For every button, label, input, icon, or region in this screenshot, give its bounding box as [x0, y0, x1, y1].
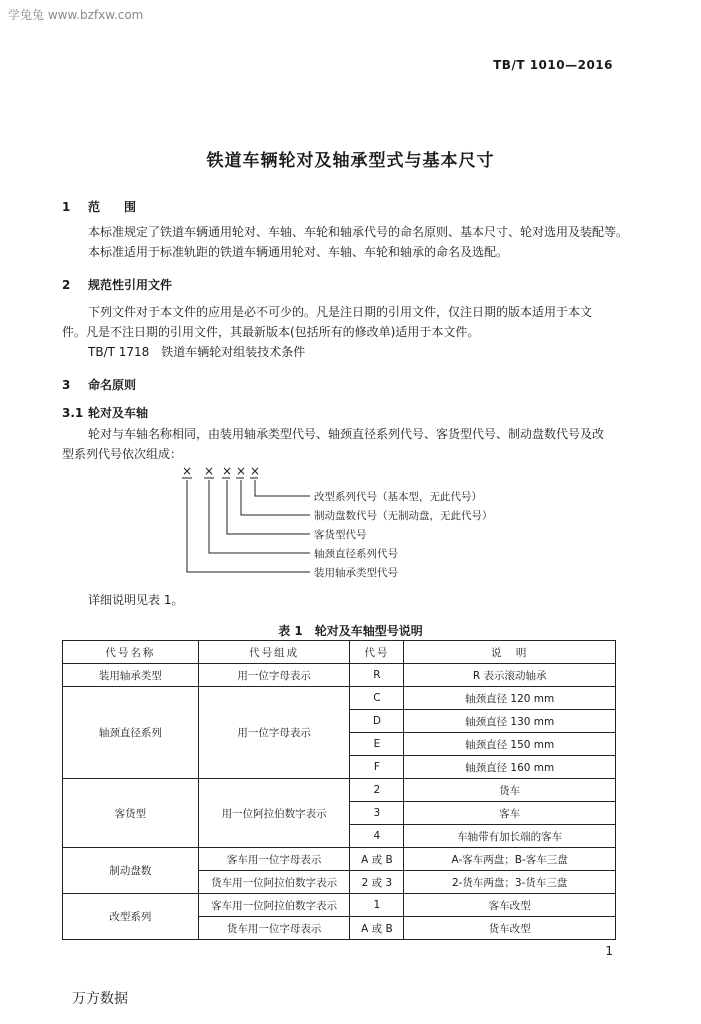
code-name-cell: 制动盘数: [63, 848, 199, 894]
table-row: [63, 894, 616, 917]
code-cell: A 或 B: [350, 917, 404, 940]
section-number: 2: [62, 278, 71, 292]
section-1-heading: [62, 198, 136, 215]
section-2-heading: [62, 276, 172, 293]
section-number: 3: [62, 378, 71, 392]
table-caption: 表 1 轮对及车轴型号说明: [278, 624, 423, 638]
document-title: 铁道车辆轮对及轴承型式与基本尺寸: [206, 151, 495, 171]
section-number: 3.1: [62, 406, 84, 420]
desc-cell: R 表示滚动轴承: [404, 664, 616, 687]
section-2-paragraph-line-2: 件。凡是不注日期的引用文件，其最新版本(包括所有的修改单)适用于本文件。: [62, 325, 480, 339]
code-cell: 4: [350, 825, 404, 848]
normative-reference: TB/T 1718 铁道车辆轮对组装技术条件: [88, 345, 306, 359]
code-cell: E: [350, 733, 404, 756]
desc-cell: 客车: [404, 802, 616, 825]
table-row: [63, 664, 616, 687]
code-mark-3: ×: [222, 464, 233, 478]
section-3-1-paragraph-line-2: 型系列代号依次组成：: [62, 447, 183, 461]
code-cell: 2 或 3: [350, 871, 404, 894]
code-mark-1: ×: [182, 464, 193, 478]
section-number: 1: [62, 200, 71, 214]
diagram-label-modify: 改型系列代号（基本型，无此代号）: [314, 491, 482, 503]
diagram-label-type: 客货型代号: [314, 529, 367, 541]
composition-cell: 用一位阿拉伯数字表示: [198, 779, 350, 848]
section-3-heading: [62, 376, 136, 393]
section-title: 规范性引用文件: [88, 278, 173, 292]
desc-cell: 轴颈直径 160 mm: [404, 756, 616, 779]
code-mark-5: ×: [250, 464, 261, 478]
code-cell: A 或 B: [350, 848, 404, 871]
code-mark-4: ×: [236, 464, 247, 478]
header-cell: 代号: [350, 641, 404, 664]
standard-code: TB/T 1010—2016: [493, 58, 613, 72]
header-cell: 代号名称: [63, 641, 199, 664]
table-row: [63, 687, 616, 710]
code-cell: D: [350, 710, 404, 733]
composition-cell: 货车用一位字母表示: [198, 917, 350, 940]
diagram-label-brake: 制动盘数代号（无制动盘，无此代号）: [314, 510, 493, 522]
code-cell: F: [350, 756, 404, 779]
desc-cell: 货车改型: [404, 917, 616, 940]
section-3-1-heading: [62, 404, 148, 421]
code-cell: C: [350, 687, 404, 710]
desc-cell: 2-货车两盘；3-货车三盘: [404, 871, 616, 894]
section-1-paragraph-2: 本标准适用于标准轨距的铁道车辆通用轮对、车轴、车轮和轴承的命名及选配。: [88, 245, 509, 259]
table-row: [63, 848, 616, 871]
code-mark-2: ×: [204, 464, 215, 478]
desc-cell: 轴颈直径 120 mm: [404, 687, 616, 710]
code-cell: 1: [350, 894, 404, 917]
section-title: 轮对及车轴: [88, 406, 149, 420]
section-2-paragraph-line-1: 下列文件对于本文件的应用是必不可少的。凡是注日期的引用文件，仅注日期的版本适用于本文: [88, 305, 593, 319]
diagram-label-bearing: 装用轴承类型代号: [314, 567, 398, 579]
watermark-text: 学兔兔 www.bzfxw.com: [8, 8, 144, 22]
naming-diagram: [180, 464, 520, 584]
table-reference-note: 详细说明见表 1。: [88, 593, 184, 607]
code-cell: R: [350, 664, 404, 687]
code-cell: 2: [350, 779, 404, 802]
composition-cell: 用一位字母表示: [198, 687, 350, 779]
footer-watermark: 万方数据: [72, 991, 128, 1007]
desc-cell: 车轴带有加长端的客车: [404, 825, 616, 848]
code-name-cell: 改型系列: [63, 894, 199, 940]
desc-cell: 轴颈直径 150 mm: [404, 733, 616, 756]
header-cell: 说 明: [404, 641, 616, 664]
composition-cell: 客车用一位字母表示: [198, 848, 350, 871]
section-title: 命名原则: [88, 378, 137, 392]
composition-cell: 用一位字母表示: [198, 664, 350, 687]
diagram-label-journal: 轴颈直径系列代号: [314, 548, 398, 560]
code-cell: 3: [350, 802, 404, 825]
page-number: 1: [605, 944, 613, 958]
section-title: 范 围: [88, 200, 137, 214]
desc-cell: 货车: [404, 779, 616, 802]
table-row: [63, 779, 616, 802]
table-header-row: [63, 641, 616, 664]
desc-cell: 客车改型: [404, 894, 616, 917]
desc-cell: A-客车两盘；B-客车三盘: [404, 848, 616, 871]
composition-cell: 客车用一位阿拉伯数字表示: [198, 894, 350, 917]
section-1-paragraph-1: 本标准规定了铁道车辆通用轮对、车轴、车轮和轴承代号的命名原则、基本尺寸、轮对选用及装配等。: [88, 225, 629, 239]
code-name-cell: 装用轴承类型: [63, 664, 199, 687]
code-name-cell: 轴颈直径系列: [63, 687, 199, 779]
model-code-table: [62, 640, 616, 940]
code-name-cell: 客货型: [63, 779, 199, 848]
header-cell: 代号组成: [198, 641, 350, 664]
composition-cell: 货车用一位阿拉伯数字表示: [198, 871, 350, 894]
desc-cell: 轴颈直径 130 mm: [404, 710, 616, 733]
section-3-1-paragraph-line-1: 轮对与车轴名称相同，由装用轴承类型代号、轴颈直径系列代号、客货型代号、制动盘数代号及改: [88, 427, 605, 441]
